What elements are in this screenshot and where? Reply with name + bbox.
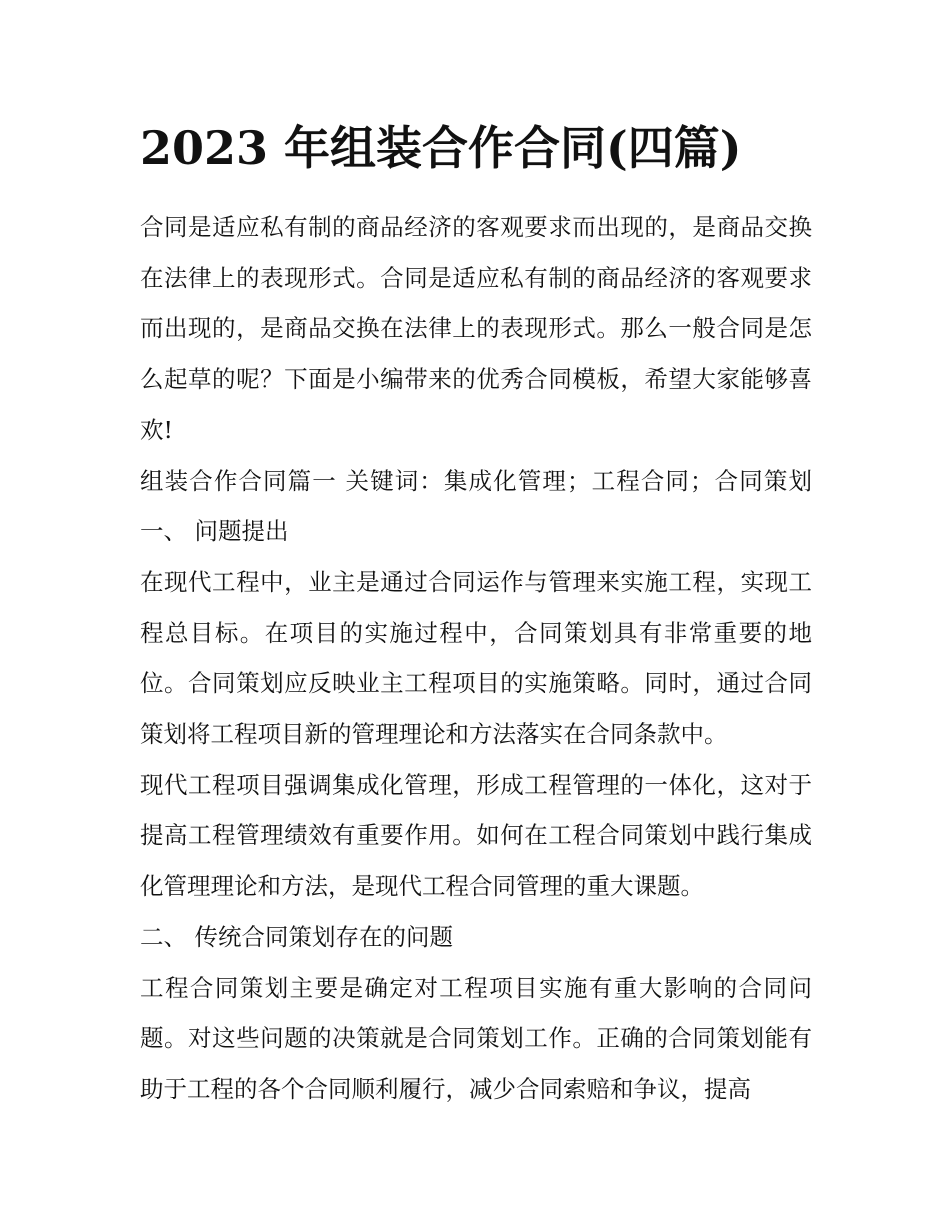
document-page bbox=[140, 118, 812, 1115]
paragraph-keywords: 组装合作合同篇一 关键词：集成化管理；工程合同；合同策划 一、 问题提出 bbox=[140, 466, 812, 546]
paragraph-contract-planning: 工程合同策划主要是确定对工程项目实施有重大影响的合同问题。对这些问题的决策就是合同策划工作。正确的合同策划能有助于工程的各个合同顺利履行，减少合同索赔和争议，提高 bbox=[140, 973, 812, 1103]
paragraph-integration: 现代工程项目强调集成化管理，形成工程管理的一体化，这对于提高工程管理绩效有重要作用。如何在工程合同策划中践行集成化管理理论和方法，是现代工程合同管理的重大课题。 bbox=[140, 770, 812, 901]
paragraph-background: 在现代工程中，业主是通过合同运作与管理来实施工程，实现工程总目标。在项目的实施过程中，合同策划具有非常重要的地位。合同策划应反映业主工程项目的实施策略。同时，通过合同策划将工程项目新的管理理论和方法落实在合同条款中。 bbox=[140, 567, 812, 749]
document-title: 2023 年组装合作合同(四篇) bbox=[140, 121, 742, 175]
section-heading-2: 二、 传统合同策划存在的问题 bbox=[140, 922, 453, 951]
paragraph-intro: 合同是适应私有制的商品经济的客观要求而出现的，是商品交换在法律上的表现形式。合同是适应私有制的商品经济的客观要求而出现的，是商品交换在法律上的表现形式。那么一般合同是怎么起草的呢？下面是小编带来的优秀合同模板，希望大家能够喜欢! bbox=[140, 213, 812, 444]
